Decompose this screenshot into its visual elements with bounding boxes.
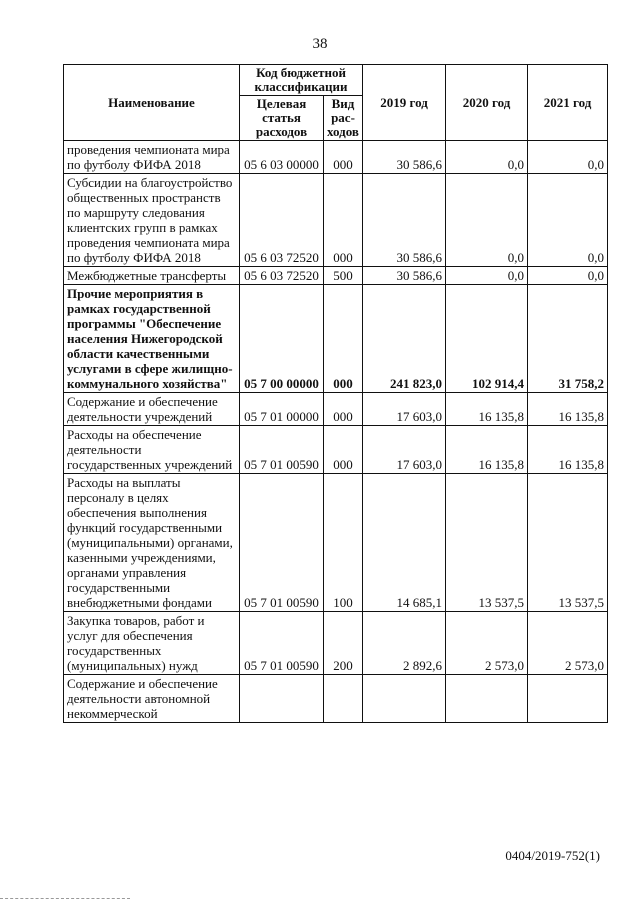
cell-name: Содержание и обеспечение деятельности учреждений: [64, 393, 240, 426]
cell-code: 05 7 01 00590: [240, 426, 324, 474]
header-name: Наименование: [64, 65, 240, 141]
cell-expense-type: 000: [324, 141, 363, 174]
cell-2021: 0,0: [528, 174, 608, 267]
cell-2019: 17 603,0: [363, 426, 446, 474]
table-row: [64, 612, 608, 675]
document-id: 0404/2019-752(1): [505, 848, 600, 863]
table-row: [64, 285, 608, 393]
cell-2019: 2 892,6: [363, 612, 446, 675]
cell-2020: [446, 675, 528, 723]
cell-name: Расходы на обеспечение деятельности государственных учреждений: [64, 426, 240, 474]
cell-2019: 241 823,0: [363, 285, 446, 393]
cell-2019: [363, 675, 446, 723]
cell-2020: 0,0: [446, 174, 528, 267]
cell-2019: 14 685,1: [363, 474, 446, 612]
table-row: [64, 267, 608, 285]
cell-2021: 13 537,5: [528, 474, 608, 612]
table-row: [64, 393, 608, 426]
cell-2021: 0,0: [528, 141, 608, 174]
header-year-2020: 2020 год: [446, 65, 528, 141]
cell-code: 05 6 03 72520: [240, 174, 324, 267]
cell-code: 05 6 03 00000: [240, 141, 324, 174]
header-code-group: Код бюджетной классификации: [240, 65, 363, 96]
table-row: [64, 675, 608, 723]
table-row: [64, 426, 608, 474]
table-body: [64, 141, 608, 723]
cell-expense-type: 000: [324, 426, 363, 474]
table-row: [64, 174, 608, 267]
cell-2021: 31 758,2: [528, 285, 608, 393]
cell-code: 05 6 03 72520: [240, 267, 324, 285]
cell-name: Прочие мероприятия в рамках государственной программы "Обеспечение населения Нижегородской области качественными услугами в сфере жилищно-коммунального хозяйства": [64, 285, 240, 393]
cell-2020: 13 537,5: [446, 474, 528, 612]
cell-name: Расходы на выплаты персоналу в целях обеспечения выполнения функций государственными (муниципальными) органами, казенными учреждениями, органами управления государственными внебюджетными фондами: [64, 474, 240, 612]
cell-expense-type: 000: [324, 285, 363, 393]
header-year-2021: 2021 год: [528, 65, 608, 141]
table-row: [64, 141, 608, 174]
cell-name: проведения чемпионата мира по футболу ФИФА 2018: [64, 141, 240, 174]
bottom-rule: [0, 898, 130, 899]
cell-code: 05 7 01 00590: [240, 612, 324, 675]
cell-2019: 30 586,6: [363, 141, 446, 174]
cell-expense-type: 500: [324, 267, 363, 285]
cell-expense-type: 200: [324, 612, 363, 675]
cell-expense-type: 000: [324, 393, 363, 426]
cell-code: 05 7 00 00000: [240, 285, 324, 393]
cell-2019: 30 586,6: [363, 174, 446, 267]
cell-2019: 17 603,0: [363, 393, 446, 426]
budget-table: [63, 64, 608, 723]
table-row: [64, 474, 608, 612]
header-expense-type: Вид рас-ходов: [324, 96, 363, 141]
cell-name: Субсидии на благоустройство общественных пространств по маршруту следования клиентских групп в рамках проведения чемпионата мира по футболу ФИФА 2018: [64, 174, 240, 267]
cell-expense-type: [324, 675, 363, 723]
header-target-article: Целевая статья расходов: [240, 96, 324, 141]
cell-2021: 16 135,8: [528, 393, 608, 426]
cell-2019: 30 586,6: [363, 267, 446, 285]
cell-name: Закупка товаров, работ и услуг для обеспечения государственных (муниципальных) нужд: [64, 612, 240, 675]
cell-name: Содержание и обеспечение деятельности автономной некоммерческой: [64, 675, 240, 723]
cell-2021: 16 135,8: [528, 426, 608, 474]
cell-2021: 0,0: [528, 267, 608, 285]
cell-2020: 16 135,8: [446, 393, 528, 426]
cell-2020: 0,0: [446, 141, 528, 174]
cell-2020: 102 914,4: [446, 285, 528, 393]
cell-code: 05 7 01 00000: [240, 393, 324, 426]
cell-2021: 2 573,0: [528, 612, 608, 675]
cell-2020: 16 135,8: [446, 426, 528, 474]
page-number: 38: [312, 36, 328, 52]
cell-name: Межбюджетные трансферты: [64, 267, 240, 285]
cell-expense-type: 000: [324, 174, 363, 267]
cell-code: 05 7 01 00590: [240, 474, 324, 612]
cell-code: [240, 675, 324, 723]
cell-2020: 0,0: [446, 267, 528, 285]
header-row-top: [64, 65, 608, 96]
header-year-2019: 2019 год: [363, 65, 446, 141]
cell-2021: [528, 675, 608, 723]
cell-2020: 2 573,0: [446, 612, 528, 675]
cell-expense-type: 100: [324, 474, 363, 612]
